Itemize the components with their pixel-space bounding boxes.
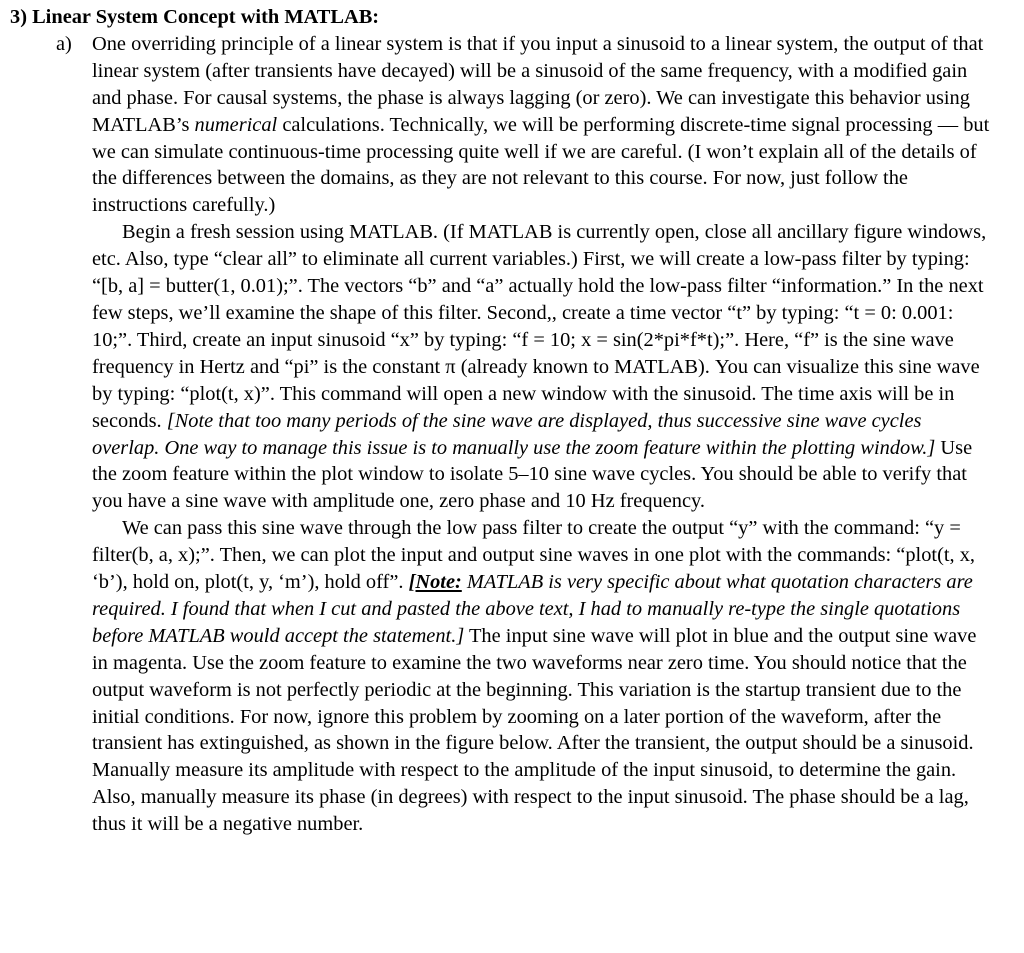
section-heading: 3) Linear System Concept with MATLAB: [10, 6, 380, 28]
item-label: a) [56, 32, 72, 55]
para3-text-1: We can pass this sine wave through the low pass filter to create the output “y” with the command: “y = filter(b, a, x);”. Then, we can plot the input and output sine waves in one plot with the commands: “plot(t, x, ‘b’), hold on, plot(t, y, ‘m’), hold off”. [92, 517, 976, 594]
para3-note-label: [Note: [408, 571, 462, 594]
list-item-a [10, 31, 990, 838]
para1-emphasis-numerical: numerical [194, 113, 278, 136]
paragraph-filter-output [92, 515, 990, 838]
para2-text-2: Use the zoom feature within the plot window to isolate 5–10 sine wave cycles. You should be able to verify that you have a sine wave with amplitude one, zero phase and 10 Hz frequency. [92, 436, 973, 513]
para3-italic-note: MATLAB is very specific about what quotation characters are required. I found that when I cut and pasted the above text, I had to manually re-type the single quotations before MATLAB would accept the statement.] [92, 571, 973, 647]
para1-text-2: calculations. Technically, we will be performing discrete-time signal processing — but we can simulate continuous-time processing quite well if we are careful. (I won’t explain all of the details of the differences between the domains, as they are not relevant to this course. For now, just follow the instructions carefully.) [92, 113, 990, 217]
paragraph-linear-principle [92, 31, 990, 219]
para2-italic-note: [Note that too many periods of the sine wave are displayed, thus successive sine wave cycles overlap. One way to manage this issue is to manually use the zoom feature within the plotting window.] [92, 409, 936, 459]
paragraph-matlab-session [92, 219, 990, 515]
para2-text-1: Begin a fresh session using MATLAB. (If MATLAB is currently open, close all ancillary figure windows, etc. Also, type “clear all” to eliminate all current variables.) First, we will create a low-pass filter by typing: “[b, a] = butter(1, 0.01);”. The vectors “b” and “a” actually hold the low-pass filter “information.” In the next few steps, we’ll examine the shape of this filter. Second,, create a time vector “t” by typing: “t = 0: 0.001: 10;”. Third, create an input sinusoid “x” by typing: “f = 10; x = sin(2*pi*f*t);”. Here, “f” is the sine wave frequency in Hertz and “pi” is the constant π (already known to MATLAB). You can visualize this sine wave by typing: “plot(t, x)”. This command will open a new window with the sinusoid. The time axis will be in seconds. [92, 221, 987, 432]
para3-text-2: The input sine wave will plot in blue and the output sine wave in magenta. Use the zoom feature to examine the two waveforms near zero time. You should notice that the output waveform is not perfectly periodic at the beginning. This variation is the startup transient due to the initial conditions. For now, ignore this problem by zooming on a later portion of the waveform, after the transient has extinguished, as shown in the figure below. After the transient, the output should be a sinusoid. Manually measure its amplitude with respect to the amplitude of the input sinusoid, to determine the gain. Also, manually measure its phase (in degrees) with respect to the input sinusoid. The phase should be a lag, thus it will be a negative number. [92, 624, 977, 836]
para1-text-1: One overriding principle of a linear system is that if you input a sinusoid to a linear system, the output of that linear system (after transients have decayed) will be a sinusoid of the same frequency, with a modified gain and phase. For causal systems, the phase is always lagging (or zero). We can investigate this behavior using MATLAB’s [92, 32, 984, 136]
